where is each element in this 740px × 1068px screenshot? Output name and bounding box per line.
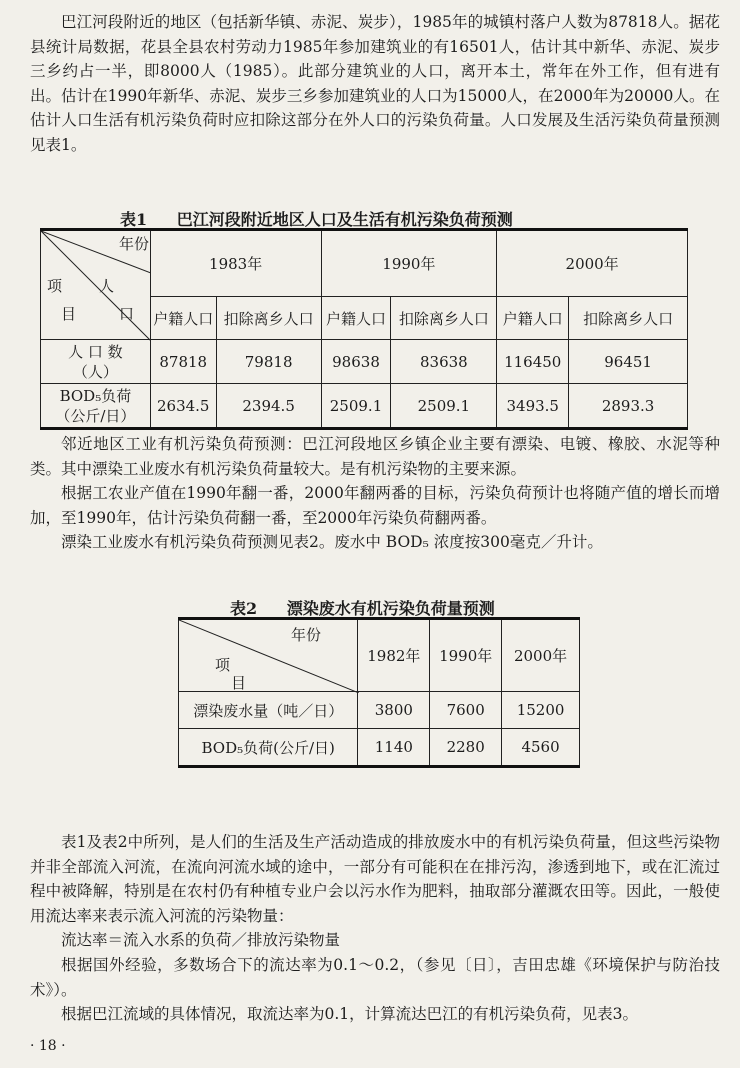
table2-diagonal xyxy=(179,620,359,693)
table1-cell: 2509.1 xyxy=(391,384,497,429)
table2-year-1982: 1982年 xyxy=(358,619,430,692)
table2-header-item-2: 目 xyxy=(231,674,247,692)
table2 xyxy=(178,617,580,768)
table1-cell: 2394.5 xyxy=(216,384,321,429)
table1-row-label-line1: 人 口 数 xyxy=(68,342,123,361)
table1-header-item-1: 项 xyxy=(47,277,63,295)
table1-cell: 79818 xyxy=(216,340,321,384)
table2-cell: 15200 xyxy=(502,692,580,729)
table1-cell: 3493.5 xyxy=(497,384,569,429)
table2-cell: 7600 xyxy=(430,692,502,729)
table1-row-label xyxy=(41,384,151,429)
table1-row-label xyxy=(41,340,151,384)
table1-row-label-line2: （公斤/日） xyxy=(55,406,136,425)
table1-year-2000: 2000年 xyxy=(497,230,688,297)
table2-title: 漂染废水有机污染负荷量预测 xyxy=(286,599,495,618)
table1-subhead: 扣除离乡人口 xyxy=(216,297,321,340)
paragraph-flow-rate: 表1及表2中所列，是人们的生活及生产活动造成的排放废水中的有机污染负荷量，但这些污染物并非全部流入河流，在流向河流水域的途中，一部分有可能积在在排污沟，渗透到地下，或在汇流过程中被降解，特别是在农村仍有种植专业户会以污水作为肥料，抽取部分灌溉农田等。因此，一般使用流达率来表示流入河流的污染物量： xyxy=(30,833,720,925)
table1-corner-cell xyxy=(41,230,151,340)
table1-row-label-line2: （人） xyxy=(72,362,118,381)
paragraph-conclusion: 根据巴江流域的具体情况，取流达率为0.1，计算流达巴江的有机污染负荷，见表3。 xyxy=(61,1005,639,1023)
table2-row-label: BOD₅负荷(公斤/日) xyxy=(179,729,358,767)
table2-number: 表2 xyxy=(230,599,258,618)
table1 xyxy=(40,228,688,430)
table2-cell: 3800 xyxy=(358,692,430,729)
table1-subhead: 户籍人口 xyxy=(497,297,569,340)
table1-year-1990: 1990年 xyxy=(321,230,497,297)
table1-cell: 96451 xyxy=(569,340,688,384)
paragraph-growth: 根据工农业产值在1990年翻一番，2000年翻两番的目标，污染负荷预计也将随产值的增长而增加，至1990年，估计污染负荷翻一番，至2000年污染负荷翻两番。 xyxy=(30,484,720,527)
table1-header-mouth: 口 xyxy=(119,305,135,323)
table1-cell: 2634.5 xyxy=(150,384,216,429)
table2-cell: 2280 xyxy=(430,729,502,767)
paragraph-population: 巴江河段附近的地区（包括新华镇、赤泥、炭步），1985年的城镇村落户人数为87818人。据花县统计局数据，花县全县农村劳动力1985年参加建筑业的有16501人，估计其中新华、赤泥、炭步三乡约占一半，即8000人（1985）。此部分建筑业的人口，离开本土，常年在外工作，但有进有出。估计在1990年新华、赤泥、炭步三乡参加建筑业的人口为15000人，在2000年为20000人。在估计人口生活有机污染负荷时应扣除这部分在外人口的污染负荷量。人口发展及生活污染负荷量预测见表1。 xyxy=(30,13,720,154)
table2-cell: 1140 xyxy=(358,729,430,767)
table1-cell: 2509.1 xyxy=(321,384,391,429)
table2-header-item-1: 项 xyxy=(215,656,231,674)
page-number: · 18 · xyxy=(30,1038,66,1054)
table1-year-1983: 1983年 xyxy=(150,230,321,297)
table1-number: 表1 xyxy=(120,210,148,229)
table1-caption xyxy=(120,207,513,230)
table1-cell: 2893.3 xyxy=(569,384,688,429)
table1-cell: 83638 xyxy=(391,340,497,384)
paragraph-reference: 根据国外经验，多数场合下的流达率为0.1～0.2，（参见〔日〕，吉田忠雄《环境保护与防治技术》）。 xyxy=(30,956,720,999)
table2-cell: 4560 xyxy=(502,729,580,767)
table2-year-1990: 1990年 xyxy=(430,619,502,692)
paragraph-formula: 流达率＝流入水系的负荷／排放污染物量 xyxy=(61,931,341,949)
table2-caption xyxy=(230,596,495,619)
table1-cell: 87818 xyxy=(150,340,216,384)
paragraph-industry: 邻近地区工业有机污染负荷预测：巴江河段地区乡镇企业主要有漂染、电镀、橡胶、水泥等种类。其中漂染工业废水有机污染负荷量较大。是有机污染物的主要来源。 xyxy=(30,435,720,478)
table1-header-item-2: 目 xyxy=(61,305,77,323)
table1-header-year: 年份 xyxy=(119,235,150,253)
table1-subhead: 扣除离乡人口 xyxy=(569,297,688,340)
table1-subhead: 户籍人口 xyxy=(150,297,216,340)
table1-subhead: 户籍人口 xyxy=(321,297,391,340)
table1-row-label-line1: BOD₅负荷 xyxy=(59,386,132,405)
table1-cell: 98638 xyxy=(321,340,391,384)
paragraph-bod-concentration: 漂染工业废水有机污染负荷预测见表2。废水中 BOD₅ 浓度按300毫克／升计。 xyxy=(61,533,603,551)
table1-title: 巴江河段附近地区人口及生活有机污染负荷预测 xyxy=(176,210,513,229)
table2-header-year: 年份 xyxy=(291,626,322,644)
table2-year-2000: 2000年 xyxy=(502,619,580,692)
table1-header-person: 人 xyxy=(99,277,115,295)
table1-subhead: 扣除离乡人口 xyxy=(391,297,497,340)
table2-corner-cell xyxy=(179,619,358,692)
table2-row-label: 漂染废水量（吨／日） xyxy=(179,692,358,729)
table1-cell: 116450 xyxy=(497,340,569,384)
